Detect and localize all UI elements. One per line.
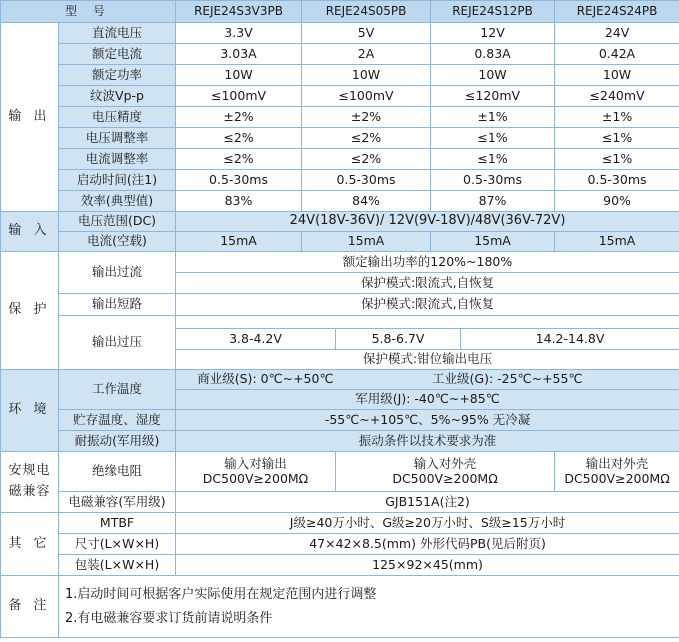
cell: 工业级(G): -25℃~+55℃	[336, 370, 679, 390]
cell: ≤1%	[431, 149, 555, 170]
table-row	[1, 452, 679, 492]
model-name: REJE24S24PB	[555, 1, 679, 23]
cell: 87%	[431, 191, 555, 212]
table-row	[1, 232, 679, 252]
cell: 14.2-14.8V	[461, 329, 679, 350]
cell: 商业级(S): 0℃~+50℃	[176, 370, 336, 390]
cell: ≤1%	[431, 128, 555, 149]
table-row	[1, 128, 679, 149]
cell: J级≥40万小时、G级≥20万小时、S级≥15万小时	[176, 513, 679, 534]
table-row	[1, 86, 679, 107]
cell	[555, 452, 679, 492]
table-row	[1, 316, 679, 329]
cell: 5V	[302, 23, 431, 44]
cell: 0.5-30ms	[176, 170, 302, 191]
table-row	[1, 252, 679, 273]
cell: 12V	[431, 23, 555, 44]
cell: ≤2%	[176, 149, 302, 170]
cell: 5.8-6.7V	[336, 329, 461, 350]
cell: ≤100mV	[302, 86, 431, 107]
header-row	[1, 1, 679, 23]
cell: 军用级(J): -40℃~+85℃	[176, 390, 679, 410]
cell: 3.03A	[176, 44, 302, 65]
cell: 15mA	[555, 232, 679, 252]
row-label: MTBF	[59, 513, 176, 534]
cell: 15mA	[431, 232, 555, 252]
cell: GJB151A(注2)	[176, 492, 679, 513]
row-label: 直流电压	[59, 23, 176, 44]
cell: ±2%	[302, 107, 431, 128]
cell: 24V	[555, 23, 679, 44]
table-row	[1, 107, 679, 128]
cell: ≤240mV	[555, 86, 679, 107]
cell: 3.3V	[176, 23, 302, 44]
cell: -55℃~+105℃、5%~95% 无冷凝	[176, 410, 679, 431]
row-label: 额定电流	[59, 44, 176, 65]
row-label: 电压调整率	[59, 128, 176, 149]
model-name: REJE24S12PB	[431, 1, 555, 23]
section-protection: 保 护	[1, 252, 59, 370]
cell: ≤2%	[302, 149, 431, 170]
section-line: 安规电	[8, 463, 51, 479]
table-row	[1, 212, 679, 232]
cell: 10W	[176, 65, 302, 86]
table-row	[1, 294, 679, 316]
note-item: 1.启动时间可根据客户实际使用在规定范围内进行调整	[65, 587, 377, 603]
row-label: 效率(典型值)	[59, 191, 176, 212]
table-row	[1, 191, 679, 212]
notes-cell	[59, 576, 679, 638]
table-row	[1, 410, 679, 431]
cell: 2A	[302, 44, 431, 65]
section-line: 磁兼容	[8, 484, 51, 499]
section-notes: 备 注	[1, 576, 59, 638]
model-name: REJE24S05PB	[302, 1, 431, 23]
cell: 84%	[302, 191, 431, 212]
cell: 15mA	[302, 232, 431, 252]
spacer-cell	[176, 316, 679, 329]
cell	[176, 452, 336, 492]
cell: ≤120mV	[431, 86, 555, 107]
cell: 47×42×8.5(mm) 外形代码PB(见后附页)	[176, 534, 679, 555]
row-label: 尺寸(L×W×H)	[59, 534, 176, 555]
cell: 10W	[302, 65, 431, 86]
model-label: 型 号	[1, 1, 176, 23]
row-label: 包装(L×W×H)	[59, 555, 176, 576]
cell: 24V(18V-36V)/ 12V(9V-18V)/48V(36V-72V)	[176, 212, 679, 232]
insulation-line: 输出对外壳	[585, 456, 649, 472]
cell: 0.5-30ms	[555, 170, 679, 191]
cell	[336, 452, 555, 492]
row-label: 电流(空载)	[59, 232, 176, 252]
table-row	[1, 149, 679, 170]
table-row	[1, 555, 679, 576]
cell: 15mA	[176, 232, 302, 252]
insulation-line: 输入对输出	[224, 456, 287, 472]
cell: 10W	[555, 65, 679, 86]
row-label: 电磁兼容(军用级)	[59, 492, 176, 513]
cell: ±2%	[176, 107, 302, 128]
cell: ≤2%	[176, 128, 302, 149]
cell: 保护模式:限流式,自恢复	[176, 273, 679, 294]
cell: ±1%	[431, 107, 555, 128]
row-label: 输出短路	[59, 294, 176, 316]
table-row	[1, 431, 679, 452]
model-name: REJE24S3V3PB	[176, 1, 302, 23]
table-row	[1, 576, 679, 638]
table-row	[1, 65, 679, 86]
section-environment: 环 境	[1, 370, 59, 452]
cell: 0.42A	[555, 44, 679, 65]
insulation-line: DC500V≥200MΩ	[202, 470, 309, 486]
cell: ≤2%	[302, 128, 431, 149]
row-label: 启动时间(注1)	[59, 170, 176, 191]
insulation-line: DC500V≥200MΩ	[392, 470, 498, 486]
cell: ≤1%	[555, 128, 679, 149]
table-row	[1, 44, 679, 65]
cell: ±1%	[555, 107, 679, 128]
insulation-line: DC500V≥200MΩ	[564, 470, 670, 486]
row-label: 纹波Vp-p	[59, 86, 176, 107]
cell: 振动条件以技术要求为准	[176, 431, 679, 452]
table-row	[1, 370, 679, 390]
row-label: 贮存温度、湿度	[59, 410, 176, 431]
table-row	[1, 513, 679, 534]
cell: 0.83A	[431, 44, 555, 65]
row-label: 电压精度	[59, 107, 176, 128]
cell: 90%	[555, 191, 679, 212]
row-label: 电流调整率	[59, 149, 176, 170]
cell: 83%	[176, 191, 302, 212]
cell: 保护模式:限流式,自恢复	[176, 294, 679, 316]
section-other: 其 它	[1, 513, 59, 576]
cell: 3.8-4.2V	[176, 329, 336, 350]
cell: 保护模式:钳位输出电压	[176, 350, 679, 370]
row-label: 绝缘电阻	[59, 452, 176, 492]
row-label: 耐振动(军用级)	[59, 431, 176, 452]
table-row	[1, 23, 679, 44]
section-input: 输 入	[1, 212, 59, 252]
section-safety	[1, 452, 59, 513]
table-row	[1, 534, 679, 555]
cell: ≤1%	[555, 149, 679, 170]
row-label: 工作温度	[59, 370, 176, 410]
row-label: 输出过流	[59, 252, 176, 294]
row-label: 电压范围(DC)	[59, 212, 176, 232]
insulation-line: 输入对外壳	[413, 456, 477, 472]
note-item: 2.有电磁兼容要求订货前请说明条件	[65, 610, 273, 626]
cell: 0.5-30ms	[431, 170, 555, 191]
section-output: 输 出	[1, 23, 59, 212]
row-label: 额定功率	[59, 65, 176, 86]
table-row	[1, 492, 679, 513]
cell: ≤100mV	[176, 86, 302, 107]
table-row	[1, 170, 679, 191]
cell: 0.5-30ms	[302, 170, 431, 191]
cell: 10W	[431, 65, 555, 86]
row-label: 输出过压	[59, 316, 176, 370]
cell: 额定输出功率的120%~180%	[176, 252, 679, 273]
cell: 125×92×45(mm)	[176, 555, 679, 576]
